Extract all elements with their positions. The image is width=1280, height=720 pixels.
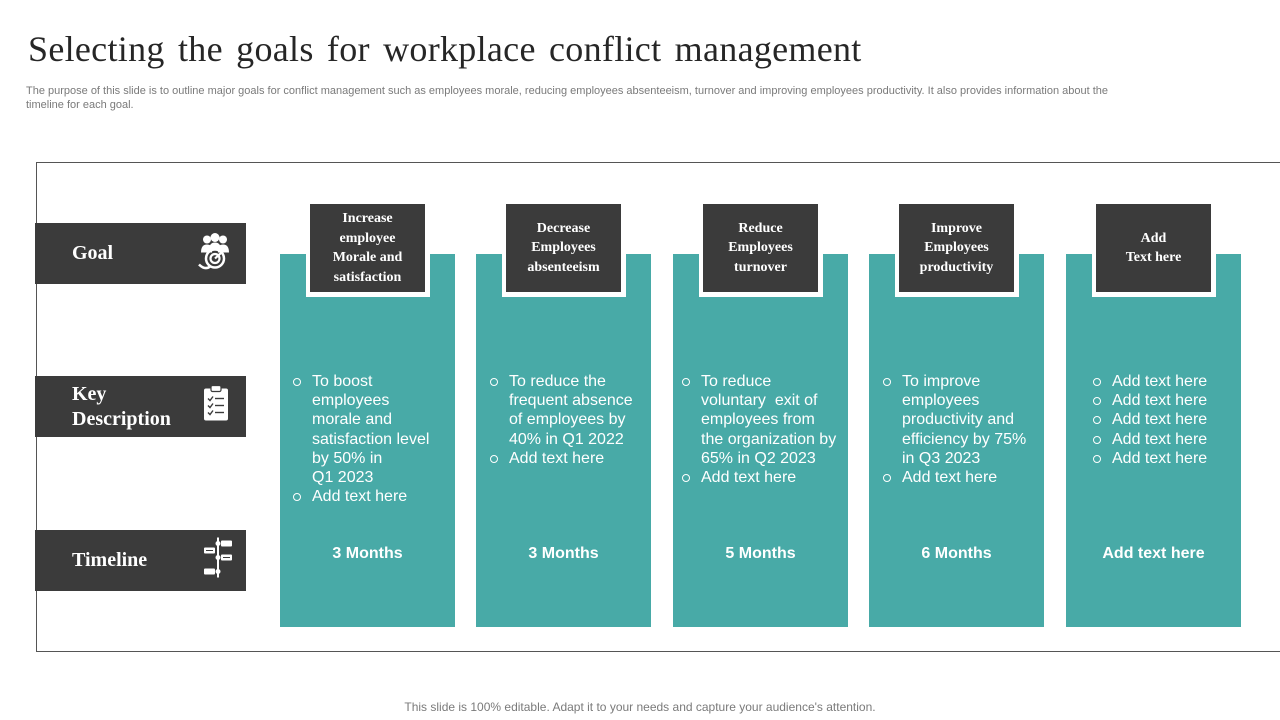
- key-description-line: morale and: [312, 411, 393, 429]
- key-description-line: satisfaction level: [312, 430, 430, 448]
- timeline-icon: [202, 535, 234, 586]
- goal-header-line: employee: [339, 230, 396, 246]
- key-description-item: [490, 372, 633, 449]
- key-description-line: Add text here: [312, 488, 408, 506]
- row-label-key-description-line2: Description: [72, 407, 171, 430]
- goal-header-text: [920, 219, 994, 278]
- goal-header-text: [1126, 229, 1182, 268]
- goal-header-line: satisfaction: [333, 269, 402, 285]
- goal-header-line: Text here: [1125, 250, 1182, 265]
- row-label-timeline-text: Timeline: [72, 549, 148, 571]
- team-target-icon: [196, 230, 234, 277]
- row-label-goal: [35, 223, 246, 284]
- key-description-line: 65% in Q2 2023: [701, 449, 816, 467]
- key-description-line: frequent absence: [509, 392, 633, 410]
- timeline-value: 3 Months: [528, 545, 599, 562]
- key-description-line: Q1 2023: [312, 469, 374, 487]
- key-description-line: of employees by: [509, 411, 626, 429]
- key-description-item: [1093, 391, 1207, 410]
- key-description-line: To improve: [902, 373, 981, 390]
- key-description-list: [883, 372, 1026, 487]
- key-description-line: employees: [312, 392, 390, 410]
- goal-header-line: Decrease: [536, 220, 591, 236]
- goal-header-line: Morale and: [332, 250, 403, 265]
- row-label-key-description: [35, 376, 246, 437]
- key-description-line: Add text here: [701, 469, 797, 487]
- timeline-value: 6 Months: [921, 545, 992, 562]
- key-description-list: [1093, 372, 1207, 468]
- timeline-value: Add text here: [1102, 545, 1205, 562]
- key-description-item: [883, 372, 1026, 468]
- key-description-item: [682, 372, 836, 468]
- key-description-line: To reduce the: [509, 373, 606, 390]
- key-description-line: productivity and: [902, 411, 1015, 429]
- key-description-line: the organization by: [701, 430, 837, 448]
- goal-header: [1096, 204, 1211, 292]
- key-description-item: [1093, 372, 1207, 391]
- goal-header: [506, 204, 621, 292]
- key-description-line: voluntary exit of: [701, 392, 818, 410]
- goal-header-text: [728, 219, 793, 278]
- goal-header-line: absenteeism: [527, 259, 600, 275]
- key-description-line: To boost: [312, 373, 373, 390]
- key-description-line: Add text here: [1112, 411, 1208, 429]
- key-description-list: [682, 372, 836, 487]
- key-description-line: in Q3 2023: [902, 449, 981, 467]
- key-description-line: Add text here: [1112, 373, 1208, 390]
- goal-header: [310, 204, 425, 292]
- key-description-line: 40% in Q1 2022: [509, 430, 624, 448]
- key-description-line: employees from: [701, 411, 815, 429]
- page-subtitle: The purpose of this slide is to outline major goals for conflict management such as employees morale, reducing employees absenteeism, turnover and improving employees productivity. It also provides information about the timeline for each goal.: [26, 85, 1109, 111]
- key-description-line: Add text here: [509, 449, 605, 467]
- row-label-goal-text: Goal: [72, 242, 114, 264]
- row-label-timeline: [35, 530, 246, 591]
- key-description-line: employees: [902, 392, 980, 410]
- key-description-item: [1093, 449, 1207, 468]
- goal-header-line: Employees: [924, 240, 989, 256]
- key-description-list: [293, 372, 429, 506]
- key-description-item: [883, 468, 1026, 487]
- key-description-item: [1093, 430, 1207, 449]
- key-description-item: [293, 372, 429, 487]
- key-description-line: Add text here: [902, 469, 998, 487]
- key-description-line: Add text here: [1112, 430, 1208, 448]
- goal-header-line: turnover: [734, 259, 787, 275]
- goal-header-line: Improve: [930, 220, 983, 236]
- key-description-item: [293, 487, 429, 506]
- clipboard-checklist-icon: [203, 385, 229, 428]
- row-label-key-description-line1: Key: [72, 382, 107, 405]
- key-description-line: by 50% in: [312, 449, 383, 467]
- key-description-line: To reduce: [701, 373, 772, 390]
- key-description-item: [682, 468, 836, 487]
- goal-header-line: Add: [1140, 230, 1167, 246]
- timeline-value: 5 Months: [725, 545, 796, 562]
- key-description-item: [1093, 410, 1207, 429]
- key-description-line: Add text here: [1112, 449, 1208, 467]
- goal-header-line: Increase: [342, 211, 393, 226]
- goal-header-line: Reduce: [738, 220, 783, 236]
- key-description-list: [490, 372, 633, 468]
- footer-note: This slide is 100% editable. Adapt it to your needs and capture your audience's attention.: [404, 700, 876, 714]
- goal-header-text: [333, 209, 403, 287]
- page-title: Selecting the goals for workplace conflict management: [28, 29, 862, 69]
- goal-header-line: Employees: [531, 240, 596, 256]
- goal-header: [703, 204, 818, 292]
- goal-header: [899, 204, 1014, 292]
- goal-header-line: Employees: [728, 240, 793, 256]
- timeline-value: 3 Months: [332, 545, 403, 562]
- goal-header-line: productivity: [919, 259, 994, 275]
- key-description-line: efficiency by 75%: [902, 430, 1027, 448]
- goal-header-text: [527, 219, 599, 278]
- row-label-key-description-text: [72, 382, 171, 432]
- key-description-item: [490, 449, 633, 468]
- key-description-line: Add text here: [1112, 392, 1208, 410]
